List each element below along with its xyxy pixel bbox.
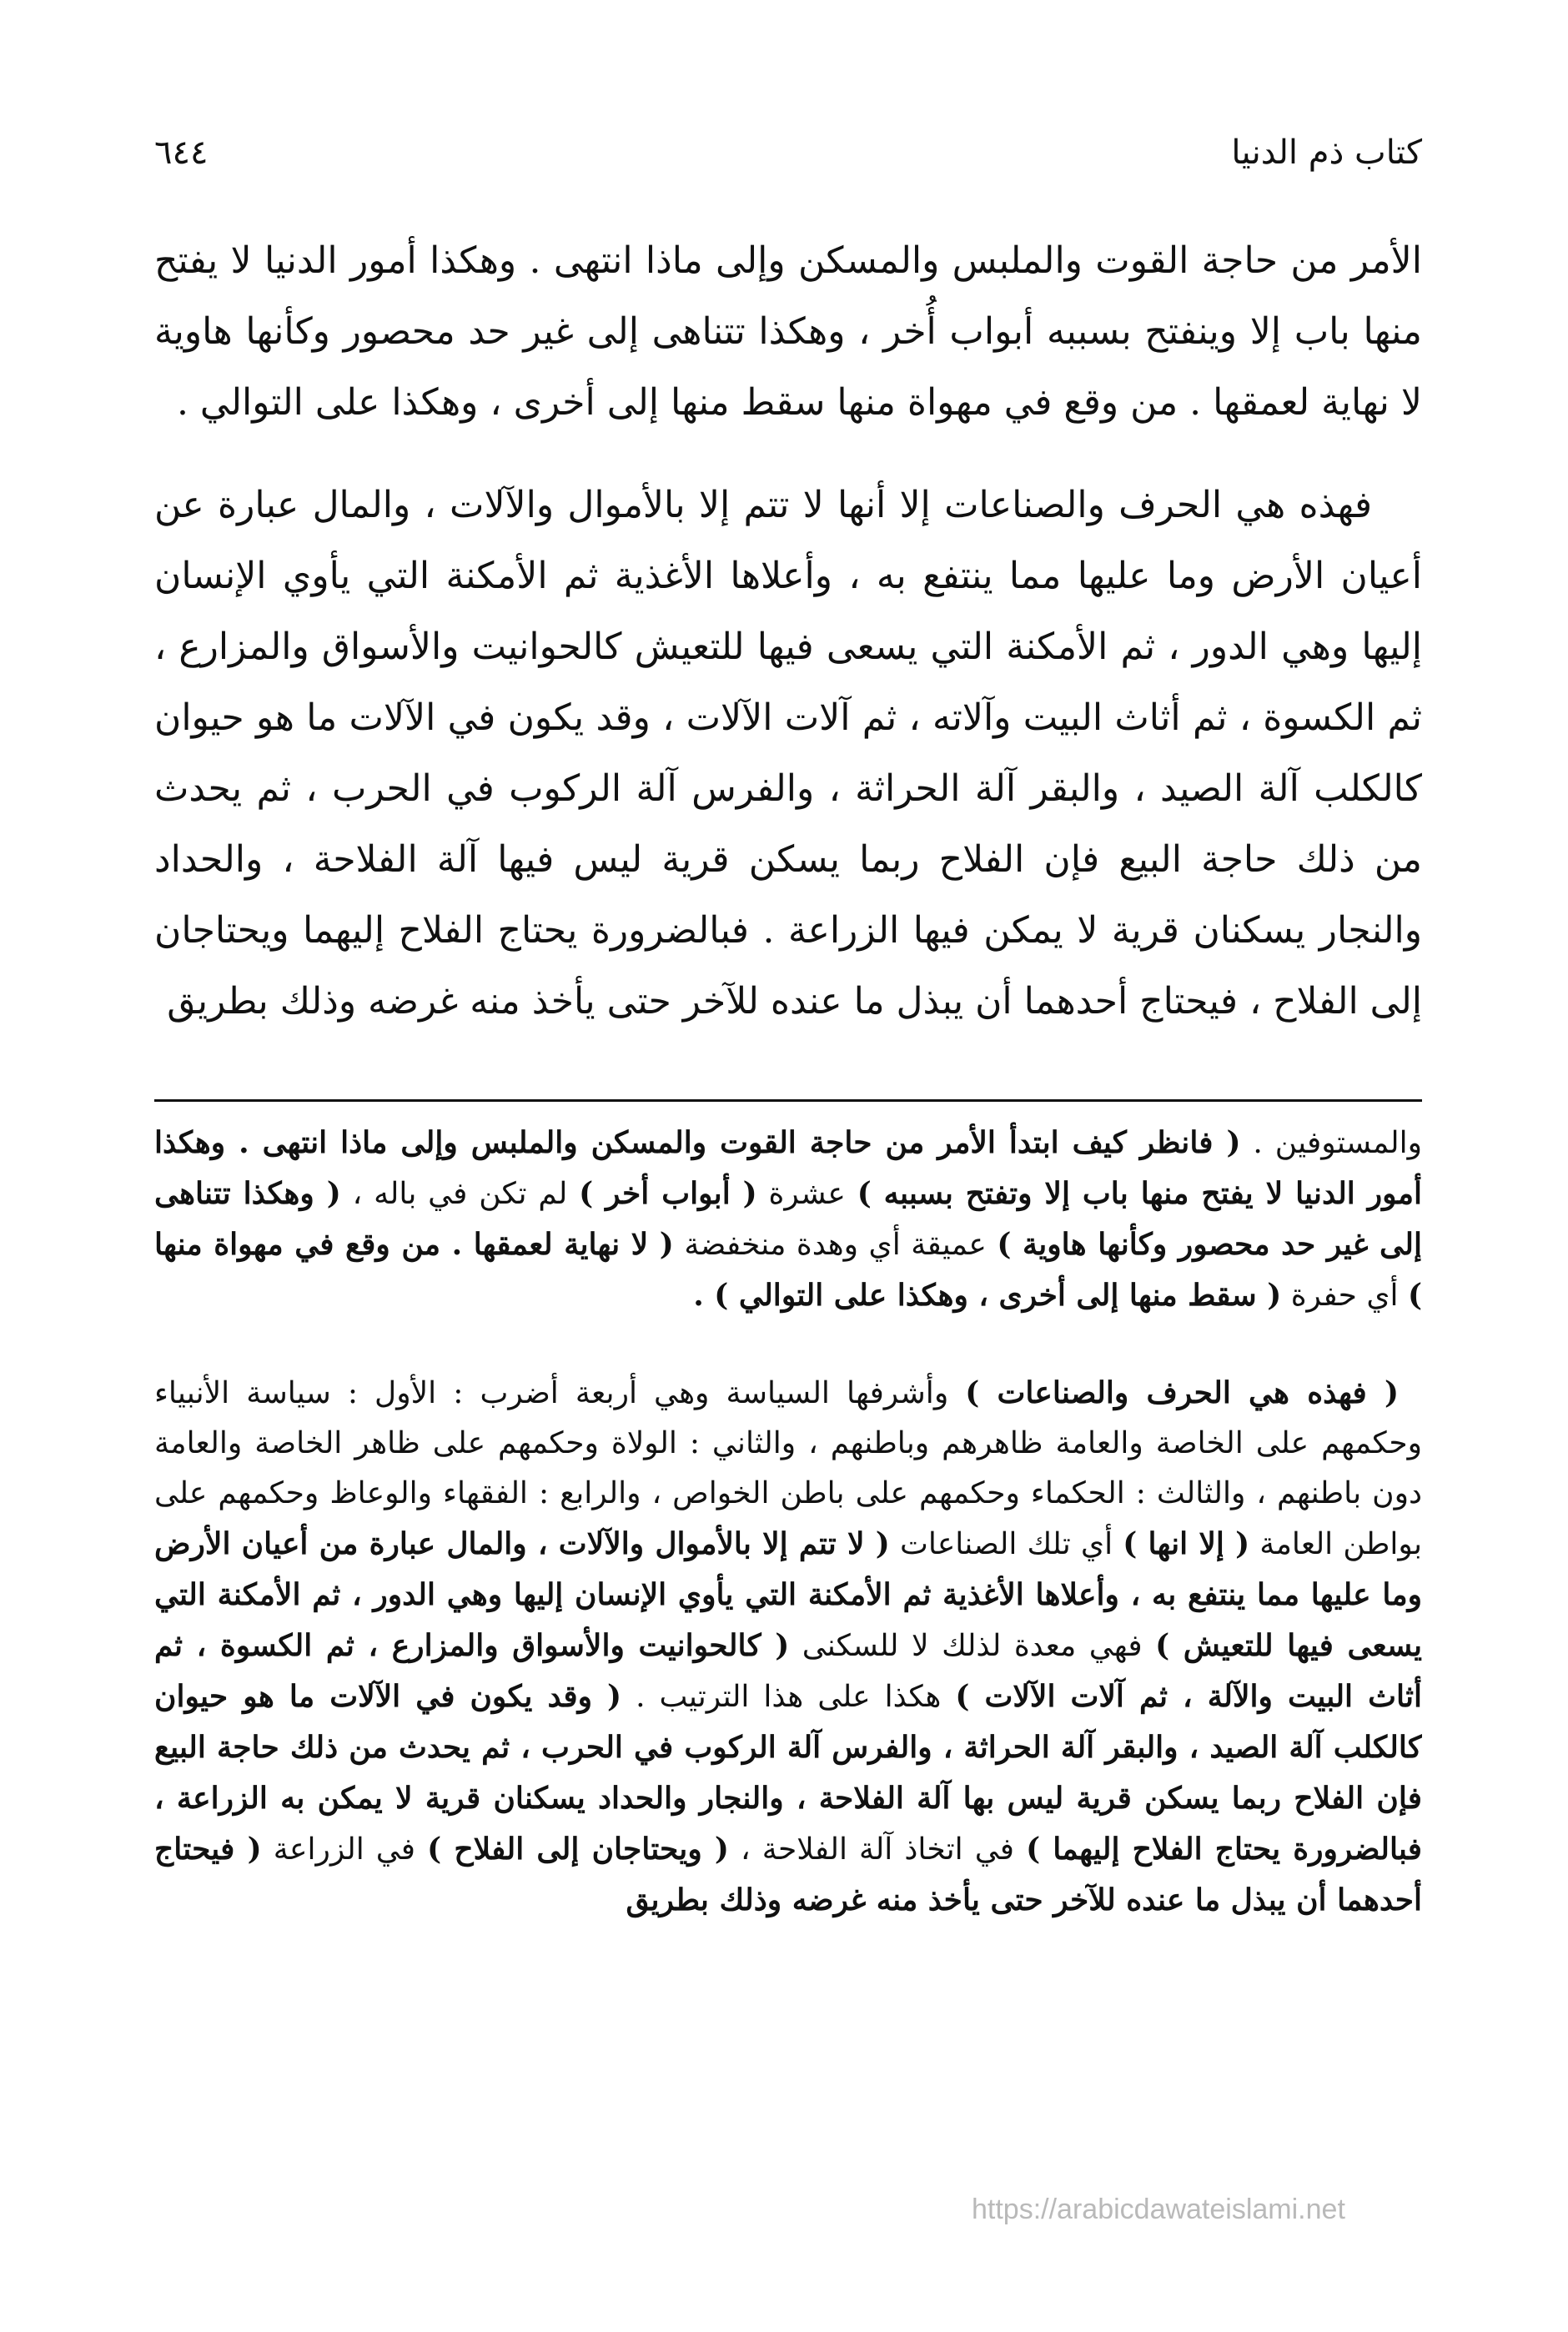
main-paragraph-1: الأمر من حاجة القوت والملبس والمسكن وإلى ماذا انتهى . وهكذا أمور الدنيا لا يفتح منها باب إلا وينفتح بسببه أبواب أُخر ، وهكذا تتناهى إلى غير حد محصور وكأنها هاوية لا نهاية لعمقها . من وقع في مهواة منها سقط منها إلى أخرى ، وهكذا على التوالي . bbox=[154, 239, 1422, 424]
commentary-text-segment: عميقة أي وهدة منخفضة bbox=[673, 1228, 998, 1262]
quoted-text-segment: ( كالحوانيت والأسواق والمزارع ، ثم الكسوة ، ثم أثاث البيت والآلة ، ثم آلات الآلات ) bbox=[154, 1628, 1422, 1714]
commentary-text-segment: في الزراعة bbox=[261, 1832, 428, 1867]
commentary-text-segment: لم تكن في باله ، bbox=[340, 1177, 580, 1211]
commentary-section bbox=[154, 1118, 1422, 2160]
page-number: ٦٤٤ bbox=[154, 133, 209, 172]
commentary-text-segment: أي حفرة bbox=[1281, 1279, 1408, 1313]
commentary-text-segment: عشرة bbox=[756, 1177, 857, 1211]
quoted-text-segment: ( فانظر كيف ابتدأ الأمر من حاجة القوت والمسكن والملبس وإلى ماذا انتهى . وهكذا أمور الدنيا لا يفتح منها باب إلا وتفتح بسببه ) bbox=[154, 1125, 1422, 1211]
commentary-text-segment: أي تلك الصناعات bbox=[889, 1527, 1123, 1561]
footnote-divider bbox=[154, 1099, 1422, 1102]
commentary-text-segment: وأشرفها السياسة وهي أربعة أضرب : الأول : سياسة الأنبياء وحكمهم على الخاصة والعامة ظاهرهم وباطنهم ، والثاني : الولاة وحكمهم على ظاهر الخاصة والعامة دون باطنهم ، والثالث : الحكماء وحكمهم على باطن الخواص ، والرابع : الفقهاء والوعاظ وحكمهم على بواطن العامة bbox=[154, 1376, 1422, 1561]
commentary-paragraph-2 bbox=[154, 1368, 1422, 1926]
quoted-text-segment: ( سقط منها إلى أخرى ، وهكذا على التوالي ) . bbox=[693, 1278, 1282, 1313]
book-title: كتاب ذم الدنيا bbox=[1231, 133, 1422, 172]
commentary-paragraph-1 bbox=[154, 1118, 1422, 1321]
quoted-text-segment: ( وقد يكون في الآلات ما هو حيوان كالكلب آلة الصيد ، والبقر آلة الحراثة ، والفرس آلة الركوب في الحرب ، ثم يحدث من ذلك حاجة البيع فإن الفلاح ربما يسكن قرية ليس بها آلة الفلاحة ، والنجار والحداد يسكنان قرية لا يمكن به الزراعة ، فبالضرورة يحتاج الفلاح إليهما ) bbox=[154, 1679, 1422, 1867]
page-header bbox=[154, 123, 1422, 182]
quoted-text-segment: ( فهذه هي الحرف والصناعات ) bbox=[965, 1375, 1399, 1410]
watermark: https://arabicdawateislami.net bbox=[972, 2194, 1345, 2225]
quoted-text-segment: ( ويحتاجان إلى الفلاح ) bbox=[427, 1832, 729, 1867]
commentary-text-segment: والمستوفين . bbox=[1240, 1126, 1422, 1160]
main-text bbox=[154, 225, 1422, 1068]
quoted-text-segment: ( فيحتاج أحدهما أن يبذل ما عنده للآخر حتى يأخذ منه غرضه وذلك بطريق bbox=[154, 1832, 1422, 1917]
commentary-text-segment: فهي معدة لذلك لا للسكنى bbox=[789, 1629, 1156, 1663]
quoted-text-segment: ( إلا انها ) bbox=[1123, 1526, 1250, 1561]
quoted-text-segment: ( لا تتم إلا بالأموال والآلات ، والمال عبارة من أعيان الأرض وما عليها مما ينتفع به ، وأعلاها الأغذية ثم الأمكنة التي يأوي الإنسان إليها وهي الدور ، ثم الأمكنة التي يسعى فيها للتعيش ) bbox=[154, 1526, 1422, 1663]
main-paragraph-2: فهذه هي الحرف والصناعات إلا أنها لا تتم إلا بالأموال والآلات ، والمال عبارة عن أعيان الأرض وما عليها مما ينتفع به ، وأعلاها الأغذية ثم الأمكنة التي يأوي الإنسان إليها وهي الدور ، ثم الأمكنة التي يسعى فيها للتعيش كالحوانيت والأسواق والمزارع ، ثم الكسوة ، ثم أثاث البيت وآلاته ، ثم آلات الآلات ، وقد يكون في الآلات ما هو حيوان كالكلب آلة الصيد ، والبقر آلة الحراثة ، والفرس آلة الركوب في الحرب ، ثم يحدث من ذلك حاجة البيع فإن الفلاح ربما يسكن قرية ليس فيها آلة الفلاحة ، والحداد والنجار يسكنان قرية لا يمكن فيها الزراعة . فبالضرورة يحتاج الفلاح إليهما ويحتاجان إلى الفلاح ، فيحتاج أحدهما أن يبذل ما عنده للآخر حتى يأخذ منه غرضه وذلك بطريق bbox=[154, 484, 1422, 1023]
commentary-text-segment: هكذا على هذا الترتيب . bbox=[621, 1680, 956, 1714]
quoted-text-segment: ( أبواب أخر ) bbox=[579, 1176, 757, 1211]
commentary-text-segment: في اتخاذ آلة الفلاحة ، bbox=[728, 1832, 1027, 1867]
quoted-text-segment: ( وهكذا تتناهى إلى غير حد محصور وكأنها هاوية ) bbox=[154, 1176, 1422, 1262]
quoted-text-segment: ( لا نهاية لعمقها . من وقع في مهواة منها ) bbox=[154, 1227, 1422, 1313]
